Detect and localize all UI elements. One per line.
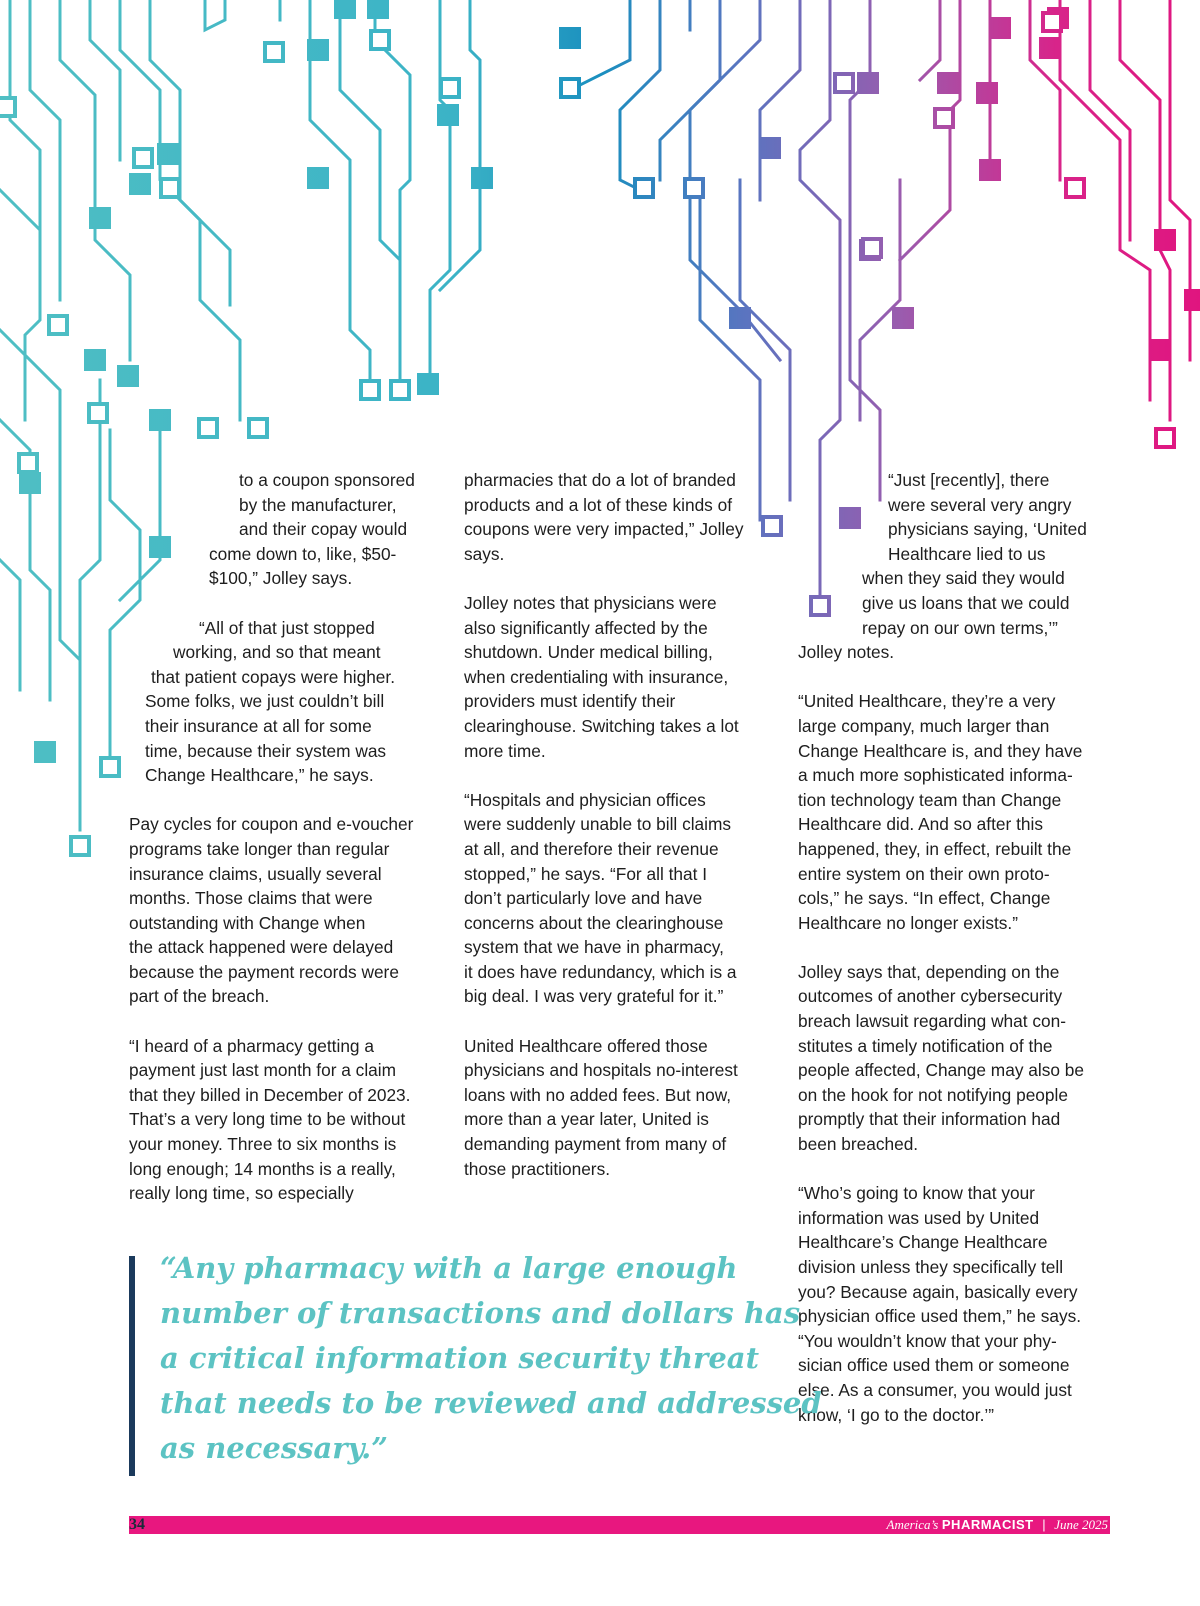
- text-line: on the hook for not notifying people: [798, 1084, 1068, 1105]
- article-column-3: [798, 468, 1110, 1452]
- page-number: 34: [129, 1516, 145, 1533]
- text-line: because the payment records were: [129, 961, 399, 982]
- text-line: clearinghouse. Switching takes a lot: [464, 715, 739, 736]
- text-line: more than a year later, United is: [464, 1109, 709, 1130]
- text-line: long enough; 14 months is a really,: [129, 1158, 396, 1179]
- pull-quote: [129, 1251, 822, 1476]
- text-line: physician office used them,” he says.: [798, 1306, 1082, 1327]
- text-line: entire system on their own proto-: [798, 863, 1050, 884]
- text-line: stopped,” he says. “For all that I: [464, 863, 708, 884]
- text-line: That’s a very long time to be without: [129, 1109, 406, 1130]
- text-line: when they said they would: [862, 568, 1065, 589]
- text-line: that they billed in December of 2023.: [129, 1084, 411, 1105]
- pull-quote-line: “Any pharmacy with a large enough: [160, 1251, 738, 1285]
- text-line: “All of that just stopped: [199, 617, 375, 638]
- article-column-2: [464, 468, 776, 1206]
- text-line: Change Healthcare,” he says.: [145, 765, 374, 786]
- text-line: those practitioners.: [464, 1158, 611, 1179]
- pull-quote-line: that needs to be reviewed and addressed: [160, 1386, 822, 1420]
- text-line: more time.: [464, 740, 546, 761]
- text-line: Jolley notes that physicians were: [464, 592, 717, 613]
- issue-date: June 2025: [1054, 1517, 1108, 1532]
- text-line: “I heard of a pharmacy getting a: [129, 1035, 374, 1056]
- text-line: really long time, so especially: [129, 1183, 354, 1204]
- text-line: been breached.: [798, 1134, 919, 1155]
- text-line: outstanding with Change when: [129, 912, 366, 933]
- paragraph: [464, 1034, 776, 1182]
- paragraph: [464, 591, 776, 763]
- paragraph: [798, 960, 1110, 1157]
- text-line: $100,” Jolley says.: [209, 568, 353, 589]
- text-line: payment just last month for a claim: [129, 1060, 397, 1081]
- text-line: “Just [recently], there: [888, 470, 1050, 490]
- text-line: their insurance at all for some: [145, 715, 372, 736]
- text-line: concerns about the clearinghouse: [464, 912, 724, 933]
- text-line: insurance claims, usually several: [129, 863, 382, 884]
- text-line: “Hospitals and physician offices: [464, 789, 706, 810]
- text-line: big deal. I was very grateful for it.”: [464, 986, 724, 1007]
- text-line: Change Healthcare is, and they have: [798, 740, 1083, 761]
- text-line: Pay cycles for coupon and e-voucher: [129, 814, 414, 835]
- text-line: part of the breach.: [129, 986, 270, 1007]
- text-line: also significantly affected by the: [464, 617, 708, 638]
- text-line: people affected, Change may also be: [798, 1060, 1084, 1081]
- text-line: working, and so that meant: [173, 642, 381, 663]
- text-line: Some folks, we just couldn’t bill: [145, 691, 385, 712]
- text-line: know, ‘I go to the doctor.’”: [798, 1404, 994, 1425]
- text-line: outcomes of another cybersecurity: [798, 986, 1063, 1007]
- text-line: give us loans that we could: [862, 592, 1070, 613]
- text-line: “Who’s going to know that your: [798, 1183, 1035, 1204]
- text-line: pharmacies that do a lot of branded: [464, 470, 736, 490]
- paragraph: [464, 468, 776, 566]
- text-line: a much more sophisticated informa-: [798, 765, 1073, 786]
- text-line: shutdown. Under medical billing,: [464, 642, 713, 663]
- text-line: come down to, like, $50-: [209, 543, 397, 564]
- text-line: were several very angry: [888, 494, 1072, 515]
- text-line: to a coupon sponsored: [239, 470, 415, 490]
- text-line: time, because their system was: [145, 740, 387, 761]
- text-line: that patient copays were higher.: [151, 666, 396, 687]
- pull-quote-line: number of transactions and dollars has: [160, 1296, 801, 1330]
- footer-separator: |: [1042, 1517, 1046, 1532]
- text-line: tion technology team than Change: [798, 789, 1062, 810]
- text-line: you? Because again, basically every: [798, 1281, 1078, 1302]
- paragraph: [798, 468, 1110, 665]
- paragraph: [464, 788, 776, 1009]
- page-footer: [129, 1516, 1110, 1534]
- text-line: promptly that their information had: [798, 1109, 1061, 1130]
- text-line: programs take longer than regular: [129, 838, 390, 859]
- magazine-name-caps: PHARMACIST: [941, 1517, 1034, 1532]
- text-line: physicians saying, ‘United: [888, 519, 1087, 540]
- text-line: when credentialing with insurance,: [464, 666, 729, 687]
- text-line: and their copay would: [239, 519, 408, 540]
- text-line: providers must identify their: [464, 691, 676, 712]
- text-line: it does have redundancy, which is a: [464, 961, 737, 982]
- text-line: cols,” he says. “In effect, Change: [798, 888, 1051, 909]
- pull-quote-bar: [129, 1256, 135, 1476]
- text-line: “United Healthcare, they’re a very: [798, 691, 1056, 712]
- text-line: Healthcare did. And so after this: [798, 814, 1043, 835]
- text-line: information was used by United: [798, 1207, 1040, 1228]
- footer-magazine: [887, 1516, 1109, 1534]
- text-line: don’t particularly love and have: [464, 888, 703, 909]
- pull-quote-line: as necessary.”: [160, 1431, 388, 1465]
- paragraph: [798, 1181, 1110, 1427]
- text-line: the attack happened were delayed: [129, 937, 394, 958]
- text-line: months. Those claims that were: [129, 888, 373, 909]
- text-line: “You wouldn’t know that your phy-: [798, 1330, 1057, 1351]
- text-line: Jolley says that, depending on the: [798, 961, 1060, 982]
- text-line: division unless they specifically tell: [798, 1257, 1064, 1277]
- text-line: products and a lot of these kinds of: [464, 494, 733, 515]
- paragraph: [129, 468, 441, 591]
- text-line: else. As a consumer, you would just: [798, 1379, 1072, 1400]
- paragraph: [129, 616, 441, 788]
- text-line: United Healthcare offered those: [464, 1035, 708, 1056]
- text-line: stitutes a timely notification of the: [798, 1035, 1053, 1056]
- text-line: your money. Three to six months is: [129, 1134, 397, 1155]
- text-line: breach lawsuit regarding what con-: [798, 1011, 1067, 1032]
- paragraph: [129, 1034, 441, 1206]
- text-line: repay on our own terms,’”: [862, 617, 1058, 638]
- text-line: physicians and hospitals no-interest: [464, 1060, 738, 1081]
- text-line: large company, much larger than: [798, 715, 1050, 736]
- text-line: Healthcare no longer exists.”: [798, 912, 1018, 933]
- text-line: coupons were very impacted,” Jolley: [464, 519, 744, 540]
- magazine-name-script: America’s: [886, 1517, 939, 1532]
- text-line: demanding payment from many of: [464, 1134, 727, 1155]
- pull-quote-text: [160, 1246, 822, 1471]
- text-line: Healthcare lied to us: [888, 543, 1046, 564]
- text-line: says.: [464, 543, 505, 564]
- text-line: Healthcare’s Change Healthcare: [798, 1232, 1048, 1253]
- text-line: Jolley notes.: [798, 642, 895, 663]
- text-line: loans with no added fees. But now,: [464, 1084, 732, 1105]
- text-line: system that we have in pharmacy,: [464, 937, 724, 958]
- text-line: sician office used them or someone: [798, 1355, 1070, 1376]
- paragraph: [129, 812, 441, 1009]
- article-column-1: [129, 468, 441, 1230]
- paragraph: [798, 689, 1110, 935]
- text-line: were suddenly unable to bill claims: [464, 814, 732, 835]
- text-line: happened, they, in effect, rebuilt the: [798, 838, 1072, 859]
- text-line: by the manufacturer,: [239, 494, 397, 515]
- text-line: at all, and therefore their revenue: [464, 838, 719, 859]
- pull-quote-line: a critical information security threat: [160, 1341, 759, 1375]
